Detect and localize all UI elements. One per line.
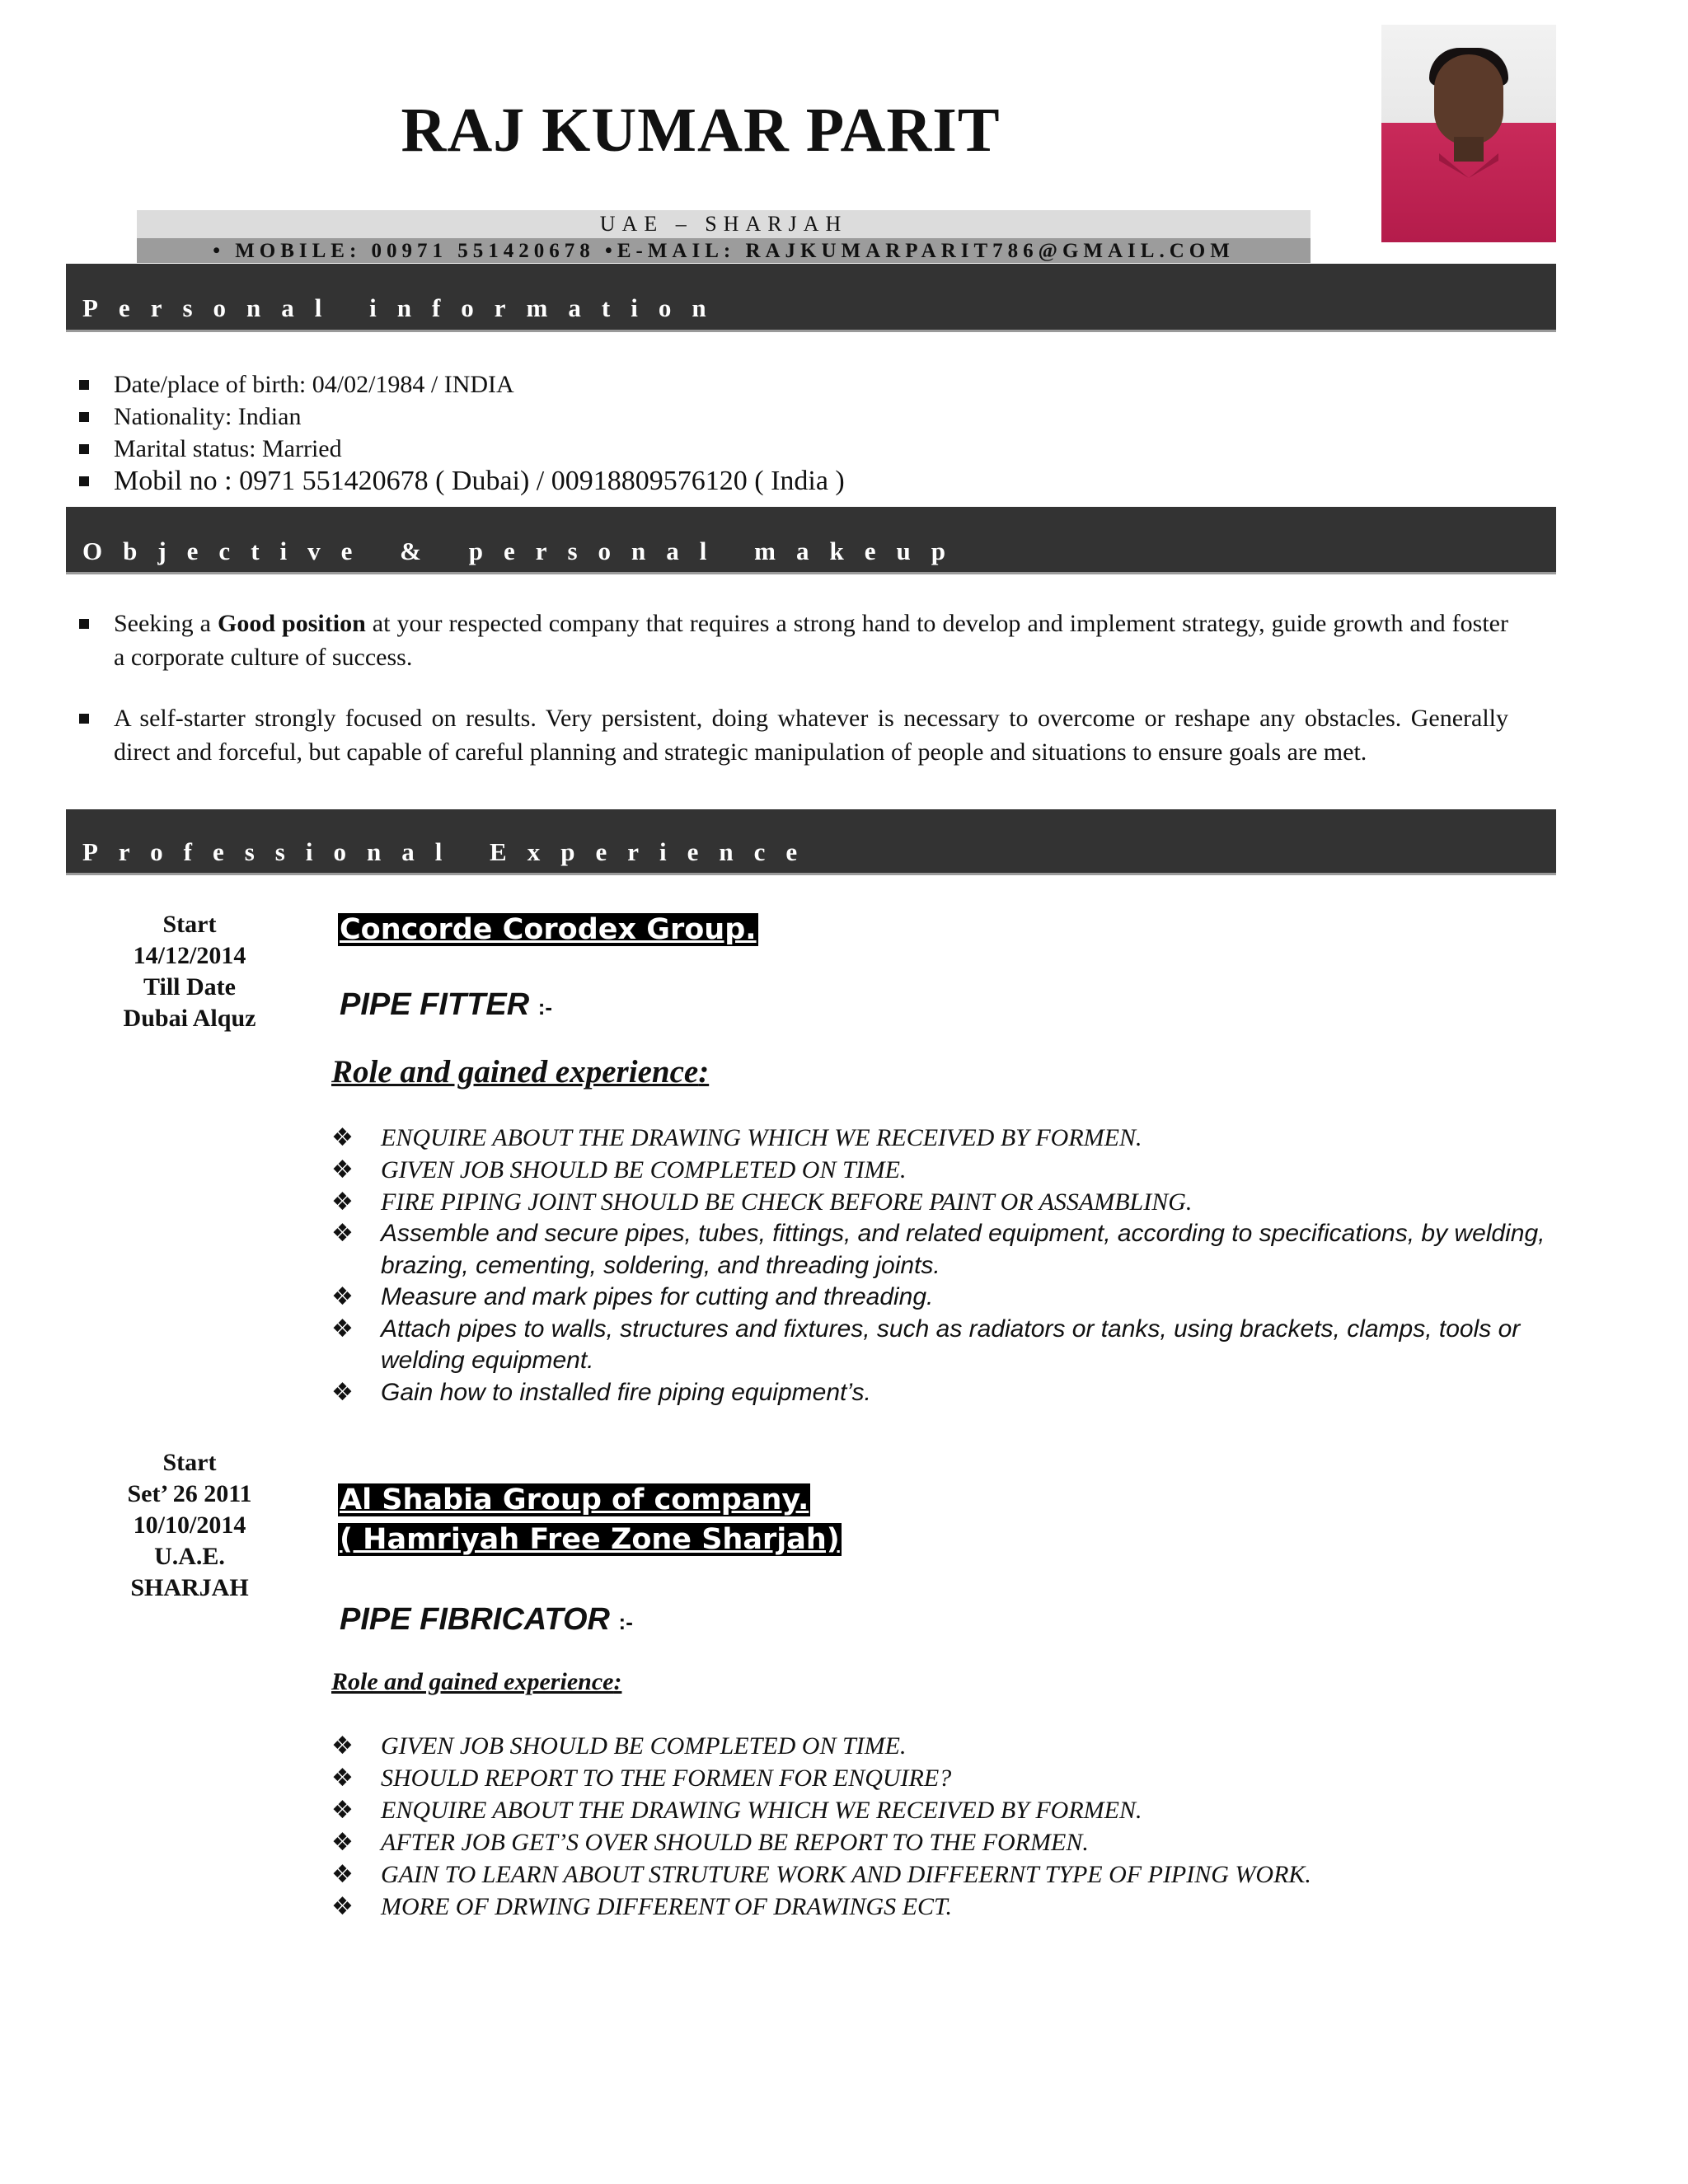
job-end-date: Till Date bbox=[143, 973, 236, 1001]
task-text: Assemble and secure pipes, tubes, fittings, and related equipment, according to specifications, by welding, brazing, cementing, soldering, and threading joints. bbox=[381, 1220, 1545, 1279]
job-title-suffix: :- bbox=[537, 995, 553, 1019]
diamond-bullet-icon: ❖ bbox=[331, 1828, 354, 1857]
task-text: Attach pipes to walls, structures and fixtures, such as radiators or tanks, using brackets, clamps, tools or welding equipment. bbox=[381, 1315, 1521, 1374]
job-end-date: 10/10/2014 bbox=[133, 1511, 246, 1539]
company-name-line: Al Shabia Group of company. bbox=[340, 1483, 809, 1516]
task-item bbox=[331, 1730, 1551, 1762]
diamond-bullet-icon: ❖ bbox=[331, 1860, 354, 1889]
task-text: SHOULD REPORT TO THE FORMEN FOR ENQUIRE? bbox=[381, 1765, 952, 1792]
job-dates bbox=[107, 1447, 272, 1604]
diamond-bullet-icon: ❖ bbox=[331, 1377, 354, 1407]
task-item bbox=[331, 1891, 1551, 1923]
section-personal-information: Personal information bbox=[66, 264, 1556, 332]
location-bar: UAE – SHARJAH bbox=[137, 210, 1311, 238]
job-location: Dubai Alquz bbox=[123, 1005, 256, 1032]
task-text: ENQUIRE ABOUT THE DRAWING WHICH WE RECEIVED BY FORMEN. bbox=[381, 1797, 1142, 1824]
job-dates bbox=[107, 909, 272, 1034]
diamond-bullet-icon: ❖ bbox=[331, 1732, 354, 1760]
task-text: ENQUIRE ABOUT THE DRAWING WHICH WE RECEIVED BY FORMEN. bbox=[381, 1124, 1142, 1151]
task-text: Measure and mark pipes for cutting and threading. bbox=[381, 1283, 934, 1310]
job-title-text: PIPE FIBRICATOR bbox=[340, 1602, 610, 1637]
diamond-bullet-icon: ❖ bbox=[331, 1123, 354, 1152]
diamond-bullet-icon: ❖ bbox=[331, 1282, 354, 1311]
task-item bbox=[331, 1762, 1551, 1794]
company-name-line: Concorde Corodex Group. bbox=[340, 913, 757, 946]
task-item bbox=[331, 1122, 1551, 1154]
mobile-info: Mobil no : 0971 551420678 ( Dubai) / 00918809576120 ( India ) bbox=[79, 465, 845, 497]
job-tasks-list bbox=[331, 1730, 1551, 1923]
task-text: MORE OF DRWING DIFFERENT OF DRAWINGS ECT. bbox=[381, 1893, 952, 1920]
role-heading-text: Role and gained experience bbox=[331, 1668, 614, 1695]
task-text: FIRE PIPING JOINT SHOULD BE CHECK BEFORE PAINT OR ASSAMBLING. bbox=[381, 1188, 1193, 1216]
task-item bbox=[331, 1186, 1551, 1218]
job-title bbox=[340, 1602, 633, 1638]
diamond-bullet-icon: ❖ bbox=[331, 1892, 354, 1921]
job-start-date: Set’ 26 2011 bbox=[127, 1480, 252, 1507]
task-text: AFTER JOB GET’S OVER SHOULD BE REPORT TO THE FORMEN. bbox=[381, 1829, 1089, 1856]
objective-item: A self-starter strongly focused on results. Very persistent, doing whatever is necessary to overcome or reshape any obstacles. Generally direct and forceful, but capable of careful planning and strategic manipulation of people and situations to ensure goals are met. bbox=[79, 701, 1508, 769]
personal-info-list bbox=[79, 368, 845, 497]
task-text: Gain how to installed fire piping equipment’s. bbox=[381, 1378, 871, 1406]
job-start-label: Start bbox=[162, 911, 217, 938]
task-item bbox=[331, 1314, 1551, 1377]
role-experience-heading bbox=[331, 1053, 709, 1090]
diamond-bullet-icon: ❖ bbox=[331, 1764, 354, 1793]
job-title bbox=[340, 987, 552, 1023]
photo-face bbox=[1434, 54, 1503, 145]
diamond-bullet-icon: ❖ bbox=[331, 1219, 354, 1248]
diamond-bullet-icon: ❖ bbox=[331, 1188, 354, 1216]
task-item bbox=[331, 1154, 1551, 1186]
objective-item-bold: Good position bbox=[218, 610, 366, 637]
marital-status-info: Marital status: Married bbox=[79, 433, 845, 465]
objective-item-text: at your respected company that requires a strong hand to develop and implement strategy, guide growth and foster a corporate culture of success. bbox=[114, 610, 1508, 671]
task-item bbox=[331, 1826, 1551, 1858]
birth-info: Date/place of birth: 04/02/1984 / INDIA bbox=[79, 368, 845, 401]
task-item bbox=[331, 1218, 1551, 1282]
photo-neck bbox=[1454, 137, 1484, 162]
job-title-text: PIPE FITTER bbox=[340, 987, 530, 1022]
job-title-suffix: :- bbox=[618, 1610, 633, 1634]
job-start-label: Start bbox=[162, 1449, 217, 1476]
section-objective: Objective & personal makeup bbox=[66, 507, 1556, 574]
job-tasks-list bbox=[331, 1122, 1551, 1408]
task-text: GIVEN JOB SHOULD BE COMPLETED ON TIME. bbox=[381, 1156, 907, 1183]
diamond-bullet-icon: ❖ bbox=[331, 1796, 354, 1825]
task-item bbox=[331, 1377, 1551, 1409]
task-text: GAIN TO LEARN ABOUT STRUTURE WORK AND DIFFEERNT TYPE OF PIPING WORK. bbox=[381, 1861, 1311, 1888]
nationality-info: Nationality: Indian bbox=[79, 401, 845, 433]
task-item bbox=[331, 1858, 1551, 1891]
role-heading-text: Role and gained experience bbox=[331, 1054, 699, 1090]
role-heading-colon: : bbox=[613, 1668, 622, 1695]
section-professional-experience: Professional Experience bbox=[66, 809, 1556, 875]
objective-item-text: Seeking a bbox=[114, 610, 218, 637]
role-experience-heading bbox=[331, 1668, 621, 1696]
diamond-bullet-icon: ❖ bbox=[331, 1314, 354, 1343]
candidate-name: RAJ KUMAR PARIT bbox=[401, 96, 1001, 165]
diamond-bullet-icon: ❖ bbox=[331, 1155, 354, 1184]
role-heading-colon: : bbox=[698, 1054, 710, 1090]
contact-bar: • MOBILE: 00971 551420678 •E-MAIL: RAJKUMARPARIT786@GMAIL.COM bbox=[137, 238, 1311, 263]
company-name bbox=[338, 910, 758, 949]
task-item bbox=[331, 1794, 1551, 1826]
task-text: GIVEN JOB SHOULD BE COMPLETED ON TIME. bbox=[381, 1732, 907, 1760]
company-name bbox=[338, 1480, 842, 1559]
objective-list bbox=[79, 607, 1508, 796]
job-location: U.A.E. SHARJAH bbox=[130, 1543, 249, 1601]
task-item bbox=[331, 1282, 1551, 1314]
objective-item bbox=[79, 607, 1508, 674]
profile-photo bbox=[1381, 25, 1556, 242]
job-start-date: 14/12/2014 bbox=[133, 942, 246, 969]
company-name-line: ( Hamriyah Free Zone Sharjah) bbox=[340, 1523, 840, 1556]
